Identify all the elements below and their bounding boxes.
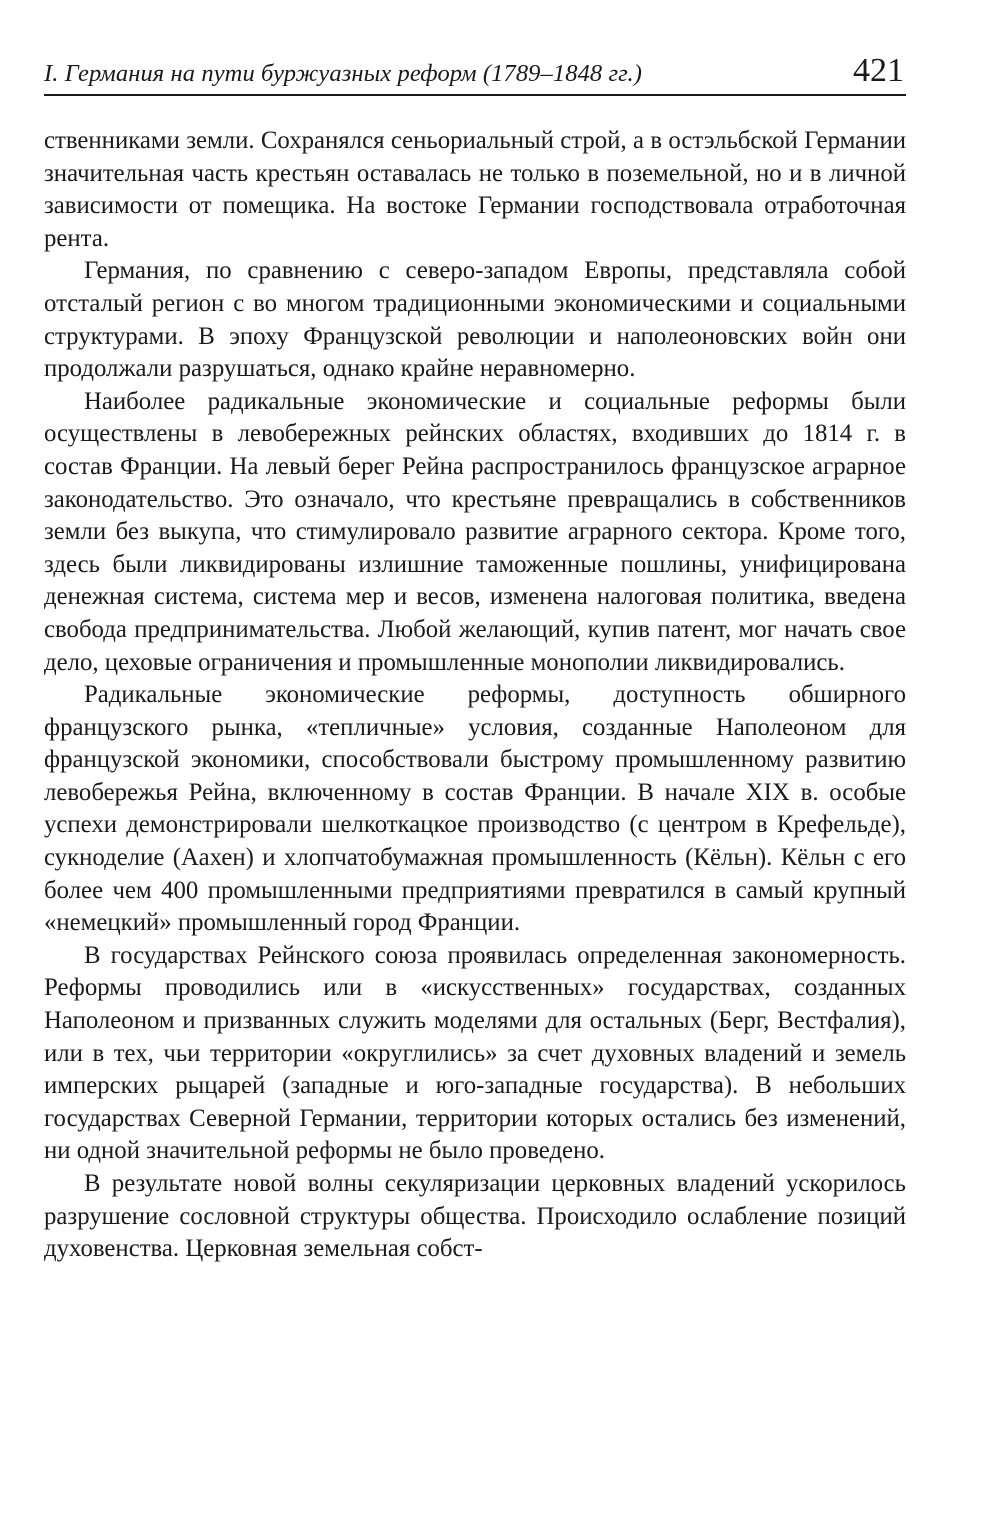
page-number: 421 bbox=[853, 52, 904, 89]
paragraph-3: Наиболее радикальные экономические и социальные реформы были осуществлены в левобережных рейнских областях, входивших до 1814 г. в состав Франции. На левый берег Рейна распространилось французское аграрное законодательство. Это означало, что крестьяне превращались в собственников земли без выкупа, что стимулировало развитие аграрного сектора. Кроме того, здесь были ликвидированы излишние таможенные пошлины, унифицирована денежная система, система мер и весов, изменена налоговая политика, введена свобода предпринимательства. Любой желающий, купив патент, мог начать свое дело, цеховые ограничения и промышленные монополии ликвидировались. bbox=[44, 387, 906, 676]
running-head bbox=[44, 48, 906, 96]
paragraph-4: Радикальные экономические реформы, доступность обширного французского рынка, «тепличные» условия, созданные Наполеоном для французской экономики, способствовали быстрому промышленному развитию левобережья Рейна, включенному в состав Франции. В начале XIX в. особые успехи демонстрировали шелкоткацкое производство (с центром в Крефельде), сукноделие (Аахен) и хлопчатобумажная промышленность (Кёльн). Кёльн с его более чем 400 промышленными предприятиями превратился в самый крупный «немецкий» промышленный город Франции. bbox=[44, 681, 906, 937]
body-text bbox=[44, 125, 906, 1266]
paragraph-5: В государствах Рейнского союза проявилась определенная закономерность. Реформы проводились или в «искусственных» государствах, созданных Наполеоном и призванных служить моделями для остальных (Берг, Вестфалия), или в тех, чьи территории «округлились» за счет духовных владений и земель имперских рыцарей (западные и юго-западные государства). В небольших государствах Северной Германии, территории которых остались без изменений, ни одной значительной реформы не было проведено. bbox=[44, 941, 906, 1165]
paragraph-1: ственниками земли. Сохранялся сеньориальный строй, а в остэльбской Германии значительная часть крестьян оставалась не только в поземельной, но и в личной зависимости от помещика. На востоке Германии господствовала отработочная рента. bbox=[44, 127, 906, 252]
running-title: I. Германия на пути буржуазных реформ (1789–1848 гг.) bbox=[44, 60, 642, 87]
paragraph-6: В результате новой волны секуляризации церковных владений ускорилось разрушение сословной структуры общества. Происходило ослабление позиций духовенства. Церковная земельная собст- bbox=[44, 1170, 906, 1263]
paragraph-2: Германия, по сравнению с северо-западом Европы, представляла собой отсталый регион с во многом традиционными экономическими и социальными структурами. В эпоху Французской революции и наполеоновских войн они продолжали разрушаться, однако крайне неравномерно. bbox=[44, 257, 906, 383]
